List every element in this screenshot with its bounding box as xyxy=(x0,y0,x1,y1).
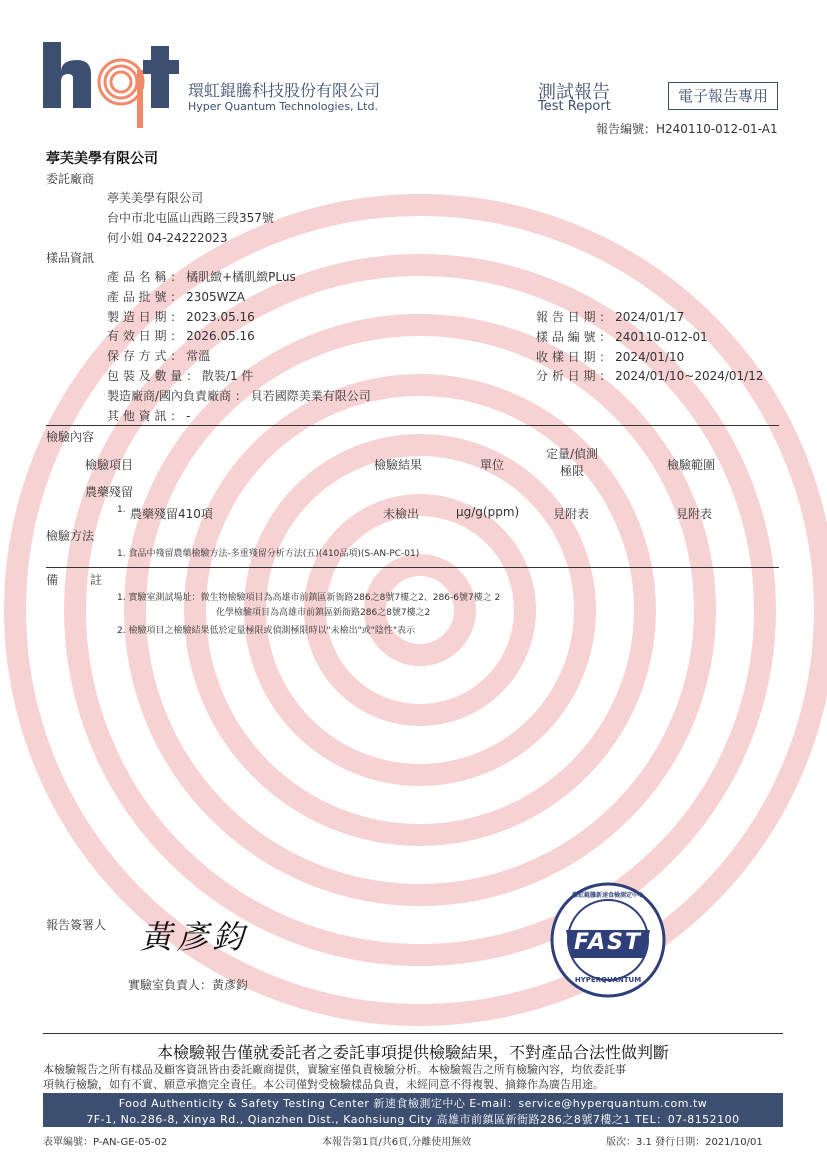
field-value: 常溫 xyxy=(186,349,211,364)
sample-right-fields xyxy=(536,308,763,387)
hqt-logo-icon xyxy=(43,42,183,130)
field-value: 散裝/1 件 xyxy=(201,368,254,383)
contact-line-2: 7F-1, No.286-8, Xinya Rd., Qianzhen Dist., Kaohsiung City 高雄市前鎮區新衙路286之8號7樓之1 TEL：07-8152100 xyxy=(86,1113,740,1126)
sample-section-label: 樣品資訊 xyxy=(46,251,95,265)
test-category: 農藥殘留 xyxy=(85,485,134,499)
disclaimer-line-2: 項執行檢驗，如有不實、願意承擔完全責任。本公司僅對受檢驗樣品負責，未經同意不得複製、摘錄作為廣告用途。 xyxy=(43,1078,604,1091)
field-label: 收 樣 日 期 ： xyxy=(536,349,612,364)
sample-field xyxy=(107,387,371,407)
disclaimer-title: 本檢驗報告僅就委託者之委託事項提供檢驗結果，不對產品合法性做判斷 xyxy=(156,1043,669,1062)
remark-item-2: 2. 檢驗項目之檢驗結果低於定量極限或偵測極限時以"未檢出"或"陰性"表示 xyxy=(117,626,416,636)
sample-field xyxy=(107,327,371,347)
field-label: 包 裝 及 數 量 ： xyxy=(107,368,199,383)
field-label: 其 他 資 訊 ： xyxy=(107,408,183,423)
field-value: 2024/01/10~2024/01/12 xyxy=(615,369,764,384)
form-number: 表單編號：P-AN-GE-05-02 xyxy=(43,1137,168,1148)
field-label: 報 告 日 期 ： xyxy=(536,310,612,324)
divider xyxy=(43,1033,783,1034)
fast-seal xyxy=(548,880,668,1000)
field-value: 2024/01/10 xyxy=(615,349,685,364)
col-range-header: 檢驗範圍 xyxy=(667,458,716,472)
tests-section-label: 檢驗內容 xyxy=(46,430,95,444)
report-title-cn: 測試報告 xyxy=(538,82,610,103)
field-value: 240110-012-01 xyxy=(615,329,708,344)
company-name-cn: 環虹錕騰科技股份有限公司 xyxy=(188,81,381,100)
row-unit: μg/g(ppm) xyxy=(456,505,520,519)
col-unit-header: 單位 xyxy=(480,458,505,472)
row-range: 見附表 xyxy=(676,507,713,521)
remarks-label-1: 備 xyxy=(46,573,59,587)
field-value: 2305WZA xyxy=(186,289,245,304)
remarks-label-2: 註 xyxy=(90,573,103,587)
sample-field xyxy=(536,308,763,328)
client-section-label: 委託廠商 xyxy=(46,172,95,186)
row-result: 未檢出 xyxy=(383,507,420,521)
col-item-header: 檢驗項目 xyxy=(85,458,134,472)
report-number-value: H240110-012-01-A1 xyxy=(656,122,778,136)
version-info: 版次：3.1 發行日期：2021/10/01 xyxy=(606,1137,763,1148)
field-label: 製 造 日 期 ： xyxy=(107,309,183,324)
sample-field xyxy=(107,288,371,308)
sample-field xyxy=(536,367,763,387)
field-value: - xyxy=(186,408,191,423)
col-limit-line2: 極限 xyxy=(559,464,584,478)
row-number: 1. xyxy=(117,505,126,515)
field-label: 樣 品 編 號 ： xyxy=(536,329,612,344)
seal-center-text: FAST xyxy=(573,930,643,955)
field-label: 產 品 批 號 ： xyxy=(107,289,183,304)
col-result-header: 檢驗結果 xyxy=(374,458,423,472)
client-title: 葶芙美學有限公司 xyxy=(46,151,158,167)
field-label: 分 析 日 期 ： xyxy=(536,369,612,384)
divider xyxy=(46,425,779,426)
sample-field xyxy=(536,328,763,348)
seal-ring-text: 環虹錕騰新速食檢測定中心 xyxy=(571,892,644,899)
report-title-en: Test Report xyxy=(538,99,611,114)
e-report-badge: 電子報告專用 xyxy=(668,82,778,110)
remark-item-1-line2: 化學檢驗項目為高雄市前鎮區新衙路286之8號7樓之2 xyxy=(216,608,431,618)
col-limit-line1: 定量/偵測 xyxy=(545,447,599,461)
field-label: 保 存 方 式 ： xyxy=(107,349,183,364)
sample-field xyxy=(107,367,371,387)
signer-name: 實驗室負責人：黃彥鈞 xyxy=(128,978,249,992)
field-label: 製造廠商/國內負責廠商 ： xyxy=(107,388,247,403)
sample-field xyxy=(107,407,371,427)
col-limit-header xyxy=(538,446,606,480)
remark-item-1-line1: 1. 實驗室測試場址：微生物檢驗項目為高雄市前鎮區新衙路286之8號7樓之2、286-6號7樓之 2 xyxy=(117,593,501,603)
report-number xyxy=(596,120,778,137)
client-contact: 何小姐 04-24222023 xyxy=(107,231,228,245)
sample-field xyxy=(107,347,371,367)
field-value: 貝若國際美業有限公司 xyxy=(250,388,371,403)
company-name-en: Hyper Quantum Technologies, Ltd. xyxy=(188,100,378,113)
sample-field xyxy=(107,268,371,288)
field-value: 2026.05.16 xyxy=(186,329,255,344)
field-label: 有 效 日 期 ： xyxy=(107,329,183,344)
divider xyxy=(46,567,779,568)
row-item: 農藥殘留410項 xyxy=(130,507,213,521)
contact-line-1: Food Authenticity & Safety Testing Center 新速食檢測定中心 E-mail：service@hyperquantum.com.tw xyxy=(118,1097,708,1110)
field-label: 產 品 名 稱 ： xyxy=(107,270,183,284)
contact-band xyxy=(43,1093,783,1127)
row-limit: 見附表 xyxy=(553,507,590,521)
sample-field xyxy=(107,308,371,328)
sample-left-fields xyxy=(107,268,371,426)
field-value: 橘肌緻+橘肌緻PLus xyxy=(186,270,296,284)
disclaimer-line-1: 本檢驗報告之所有樣品及顧客資訊皆由委託廠商提供，實驗室僅負責檢驗分析。本檢驗報告之所有檢驗內容，均依委託事 xyxy=(43,1063,626,1076)
company-logo xyxy=(43,42,183,130)
page-info: 本報告第1頁/共6頁,分離使用無效 xyxy=(322,1137,472,1148)
seal-bottom-text: HYPERQUANTUM xyxy=(574,976,642,984)
field-value: 2023.05.16 xyxy=(186,309,255,324)
sample-field xyxy=(536,348,763,368)
client-address: 台中市北屯區山西路三段357號 xyxy=(107,211,274,225)
report-number-label: 報告編號： xyxy=(596,122,657,136)
field-value: 2024/01/17 xyxy=(615,310,685,324)
signatory-label: 報告簽署人 xyxy=(46,918,107,932)
method-item: 1. 食品中殘留農藥檢驗方法-多重殘留分析方法(五)(410品項)(S-AN-PC-01) xyxy=(117,549,420,559)
method-section-label: 檢驗方法 xyxy=(46,529,95,543)
signature-handwriting: 黃彥鈞 xyxy=(140,918,249,956)
client-name: 葶芙美學有限公司 xyxy=(107,191,204,205)
